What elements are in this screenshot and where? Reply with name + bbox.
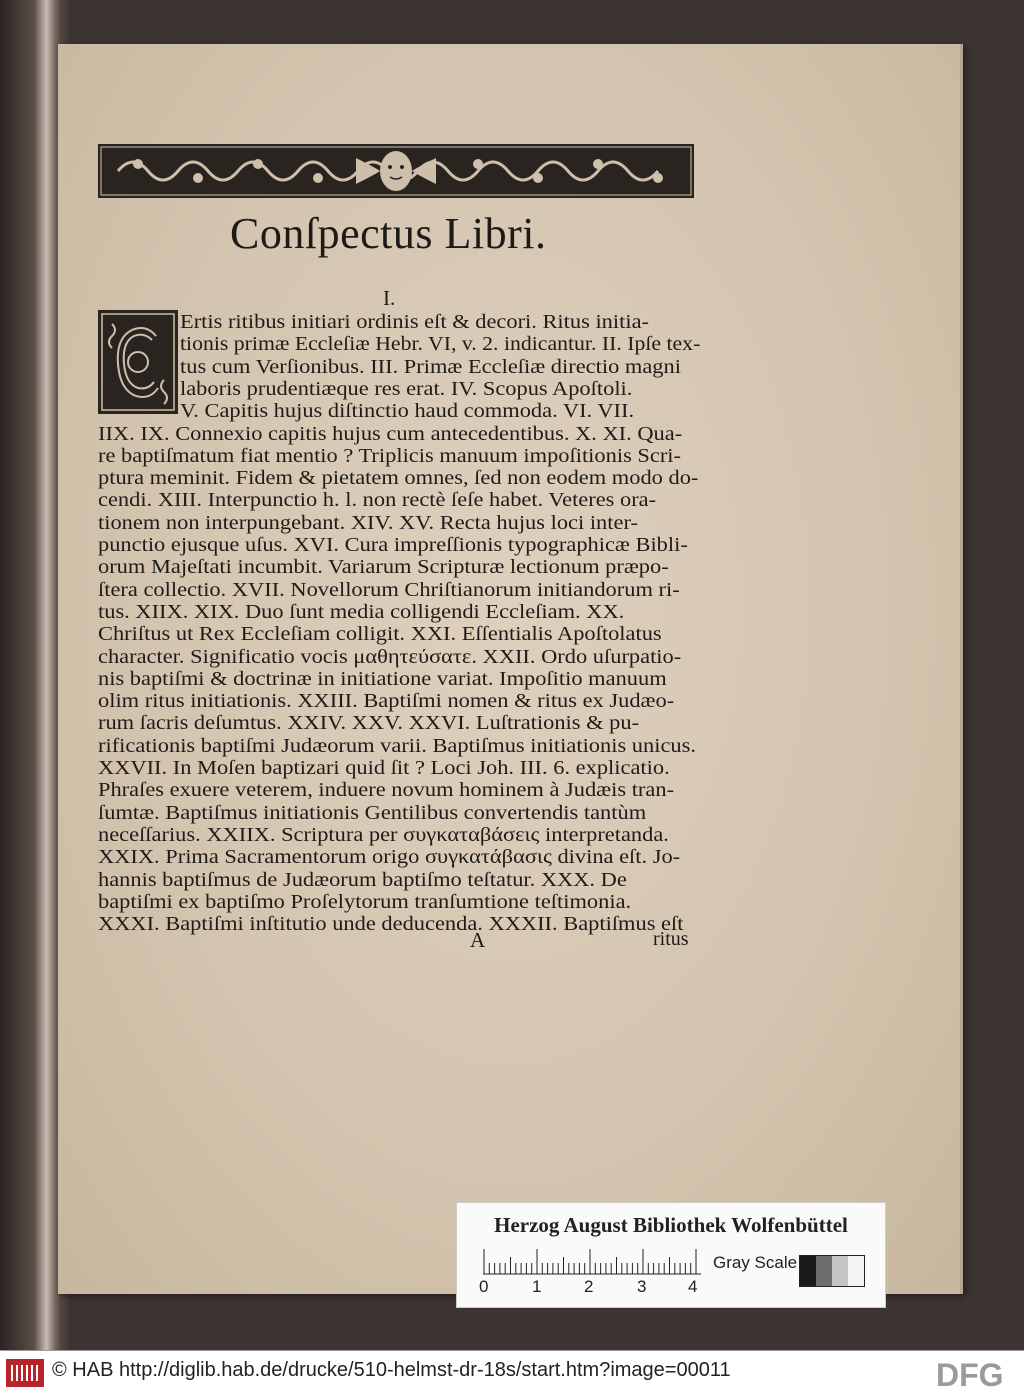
- text-line: ptura meminit. Fidem & pietatem omnes, ſed non eodem modo do-: [98, 468, 699, 490]
- text-line: Chriſtus ut Rex Eccleſiam colligit. XXI. Eſſentialis Apoſtolatus: [98, 624, 662, 646]
- decorated-initial-c: [98, 310, 178, 414]
- text-line: orum Majeſtati incumbit. Variarum Scripturæ lectionum præpo-: [98, 557, 669, 579]
- text-line: Ertis ritibus initiari ordinis eſt & decori. Ritus initia-: [180, 312, 650, 333]
- text-line: Phraſes exuere veterem, induere novum hominem à Judæis tran-: [98, 780, 675, 802]
- text-line: ſumtæ. Baptiſmus initiationis Gentilibus convertendis tantùm: [98, 802, 647, 824]
- text-line: tus. XIIX. XIX. Duo ſunt media colligendi Eccleſiam. XX.: [98, 601, 625, 623]
- ruler-number-4: 4: [688, 1277, 698, 1296]
- text-line: tionem non interpungebant. XIV. XV. Recta hujus loci inter-: [98, 512, 638, 534]
- text-line: ſtera collectio. XVII. Novellorum Chriſtianorum initiandorum ri-: [98, 579, 680, 601]
- gray-scale-swatch: [799, 1255, 865, 1287]
- ruler-number-2: 2: [584, 1277, 594, 1296]
- footer-bar: [0, 1350, 1024, 1395]
- catchword: ritus: [653, 928, 689, 950]
- text-line: IIX. IX. Connexio capitis hujus cum antecedentibus. X. XI. Qua-: [98, 423, 683, 445]
- text-line: XXVII. In Moſen baptizari quid ſit ? Loci Joh. III. 6. explicatio.: [98, 758, 670, 779]
- page-title: Conſpectus Libri.: [230, 209, 547, 258]
- text-line: XXIX. Prima Sacramentorum origo συγκατάβασις divina eſt. Jo-: [98, 847, 681, 869]
- gray-scale-label: Gray Scale: [713, 1253, 798, 1272]
- hab-logo-icon: [6, 1359, 44, 1387]
- text-line: re baptiſmatum fiat mentio ? Triplicis manuum impoſitionis Scri-: [98, 445, 681, 467]
- text-line: rificationis baptiſmi Judæorum varii. Baptiſmus initiationis unicus.: [98, 735, 696, 757]
- signature-mark: A: [470, 928, 486, 952]
- text-line: rum ſacris deſumtus. XXIV. XXV. XXVI. Luſtrationis & pu-: [98, 713, 640, 735]
- text-line: hannis baptiſmus de Judæorum baptiſmo teſtatur. XXX. De: [98, 869, 627, 891]
- dfg-logo-text: DFG: [936, 1357, 1004, 1391]
- ruler-number-3: 3: [637, 1277, 647, 1296]
- text-line: V. Capitis hujus diſtinctio haud commoda. VI. VII.: [180, 401, 635, 423]
- text-line: nis baptiſmi & doctrinæ in initiatione variat. Impoſitio manuum: [98, 668, 667, 690]
- ruler-number-0: 0: [479, 1277, 489, 1296]
- text-line: character. Significatio vocis μαθητεύσατε. XXII. Ordo uſurpatio-: [98, 646, 682, 668]
- source-url[interactable]: © HAB http://diglib.hab.de/drucke/510-helmst-dr-18s/start.htm?image=00011: [52, 1359, 731, 1381]
- book-spine: [0, 0, 62, 1350]
- ruler-scale: [483, 1245, 701, 1275]
- text-line: olim ritus initiationis. XXIII. Baptiſmi nomen & ritus ex Judæo-: [98, 691, 675, 713]
- text-line: laboris prudentiæque res erat. IV. Scopus Apoſtoli.: [180, 378, 633, 400]
- section-number: I.: [383, 286, 396, 310]
- ornamental-headpiece: [98, 144, 694, 198]
- text-line: tus cum Verſionibus. III. Primæ Eccleſiæ directio magni: [180, 356, 681, 378]
- text-line: cendi. XIII. Interpunctio h. l. non rectè ſeſe habet. Veteres ora-: [98, 490, 657, 512]
- text-line: tionis primæ Eccleſiæ Hebr. VI, v. 2. indicantur. II. Ipſe tex-: [180, 334, 701, 356]
- text-line: neceſſarius. XXIIX. Scriptura per συγκαταβάσεις interpretanda.: [98, 824, 669, 846]
- text-line: baptiſmi ex baptiſmo Proſelytorum tranſumtione teſtimonia.: [98, 891, 632, 913]
- ruler-number-1: 1: [532, 1277, 542, 1296]
- text-line: punctio ejusque uſus. XVI. Cura impreſſionis typographicæ Bibli-: [98, 535, 688, 556]
- text-line: XXXI. Baptiſmi inſtitutio unde deducenda. XXXII. Baptiſmus eſt: [98, 914, 684, 936]
- library-color-card: [456, 1202, 886, 1308]
- library-name: Herzog August Bibliothek Wolfenbüttel: [494, 1213, 848, 1237]
- dfg-logo: [934, 1357, 1020, 1391]
